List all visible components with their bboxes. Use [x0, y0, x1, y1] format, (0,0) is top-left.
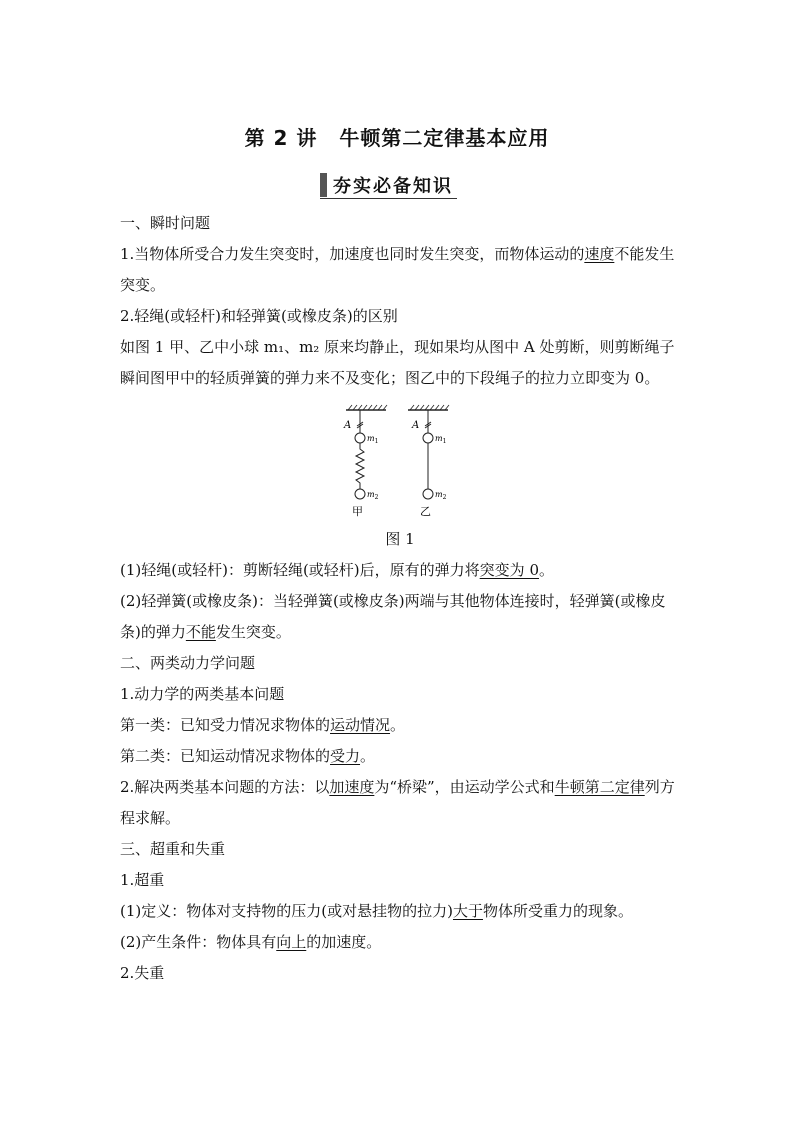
- underlined-answer: 不能: [185, 623, 216, 641]
- spring-rope-diagram: [342, 404, 472, 520]
- label-jia: 甲: [352, 505, 363, 518]
- paragraph: [120, 772, 680, 834]
- text: (1)轻绳(或轻杆)：剪断轻绳(或轻杆)后，原有的弹力将: [120, 561, 480, 579]
- text: 物体所受重力的现象。: [482, 902, 633, 920]
- label-m1-left: m: [367, 434, 375, 443]
- text: 发生突变。: [215, 623, 291, 641]
- paragraph: [120, 896, 680, 927]
- underlined-answer: 向上: [276, 933, 307, 951]
- ball-m2-left: [355, 489, 365, 499]
- underlined-answer: 速度: [584, 245, 615, 263]
- text: 。: [390, 716, 406, 734]
- underlined-answer: 牛顿第二定律: [554, 778, 645, 796]
- text: 第一类：已知受力情况求物体的: [120, 716, 331, 734]
- svg-text:m2: $m_2$: [367, 490, 379, 501]
- paragraph: [120, 586, 680, 648]
- text: 。: [360, 747, 376, 765]
- page-title: [0, 122, 794, 151]
- ball-m1-left: [355, 433, 365, 443]
- banner-bar: [320, 173, 327, 197]
- underlined-answer: 突变为 0: [479, 561, 539, 579]
- ball-m1-right: [423, 433, 433, 443]
- text: 1.当物体所受合力发生突变时，加速度也同时发生突变，而物体运动的: [120, 245, 585, 263]
- text: 2.解决两类基本问题的方法：以: [120, 778, 330, 796]
- text: (2)轻弹簧(或橡皮条)：当轻弹簧(或橡皮条)两端与其他物体连接时，轻弹簧(或橡皮条)的弹力: [120, 592, 666, 641]
- underlined-answer: 大于: [452, 902, 483, 920]
- section-heading-3: 三、超重和失重: [120, 840, 226, 858]
- label-m2-left: m: [367, 490, 375, 499]
- underlined-answer: 受力: [330, 747, 361, 765]
- spring: [356, 443, 364, 490]
- paragraph: 2.轻绳(或轻杆)和轻弹簧(或橡皮条)的区别: [120, 307, 398, 325]
- svg-text:m1: $m_1$: [367, 434, 379, 445]
- ball-m2-right: [423, 489, 433, 499]
- banner-text: 夯实必备知识: [333, 176, 453, 197]
- label-a-right: A: [412, 420, 420, 431]
- paragraph: [120, 239, 680, 301]
- figure-1: [120, 404, 680, 522]
- paragraph: 1.动力学的两类基本问题: [120, 685, 285, 703]
- text: 第二类：已知运动情况求物体的: [120, 747, 331, 765]
- text: 不能发生突变。: [120, 245, 675, 294]
- paragraph: [120, 741, 680, 772]
- underlined-answer: 运动情况: [330, 716, 391, 734]
- section-heading-1: 一、瞬时问题: [120, 214, 211, 232]
- text: 列方程求解。: [120, 778, 675, 827]
- paragraph: 2.失重: [120, 964, 165, 982]
- label-m1-right: m: [435, 434, 443, 443]
- paragraph: [120, 555, 680, 586]
- text: 。: [538, 561, 554, 579]
- section-heading-2: 二、两类动力学问题: [120, 654, 256, 672]
- svg-text:m1: $m_1$: [435, 434, 447, 445]
- text: 为“桥梁”，由运动学公式和: [374, 778, 555, 796]
- paragraph: [120, 710, 680, 741]
- label-m2-right: m: [435, 490, 443, 499]
- lecture-title: 牛顿第二定律基本应用: [339, 126, 550, 150]
- text: (2)产生条件：物体具有: [120, 933, 277, 951]
- paragraph: 1.超重: [120, 871, 165, 889]
- figure-caption: 图 1: [385, 530, 415, 548]
- paragraph: [120, 927, 680, 958]
- paragraph: 如图 1 甲、乙中小球 m₁、m₂ 原来均静止，现如果均从图中 A 处剪断，则剪断绳子瞬间图甲中的轻质弹簧的弹力来不及变化；图乙中的下段绳子的拉力立即变为 0。: [120, 338, 675, 387]
- svg-text:m2: $m_2$: [435, 490, 447, 501]
- underlined-answer: 加速度: [329, 778, 375, 796]
- label-a-left: A: [344, 420, 352, 431]
- section-banner: [320, 172, 457, 199]
- lecture-number: 第 2 讲: [244, 126, 318, 150]
- main-content: [120, 208, 680, 989]
- text: (1)定义：物体对支持物的压力(或对悬挂物的拉力): [120, 902, 453, 920]
- text: 的加速度。: [306, 933, 382, 951]
- label-yi: 乙: [420, 505, 431, 518]
